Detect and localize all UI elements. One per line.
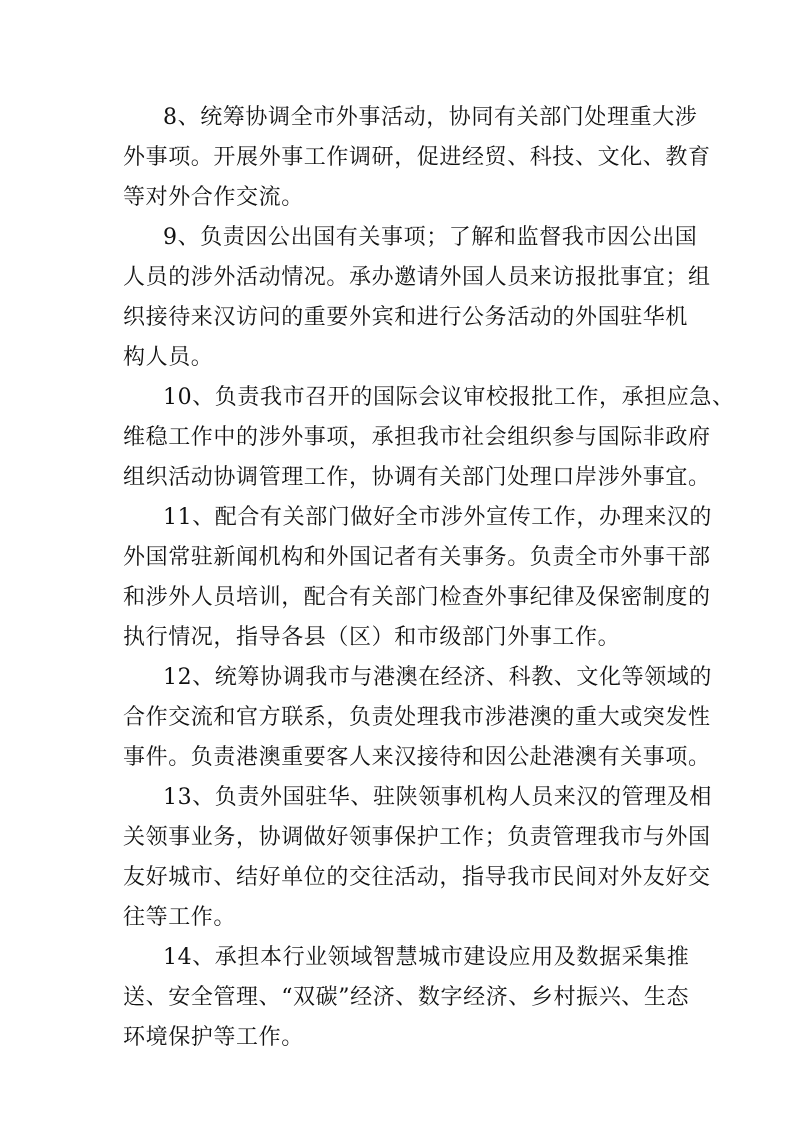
paragraph-12-line-3: 事件。负责港澳重要客人来汉接待和因公赴港澳有关事项。	[123, 745, 711, 770]
paragraph-9-line-4: 构人员。	[123, 345, 214, 370]
paragraph-14-line-1: 14、承担本行业领域智慧城市建设应用及数据采集推	[163, 945, 690, 970]
paragraph-9-line-3: 织接待来汉访问的重要外宾和进行公务活动的外国驻华机	[123, 305, 689, 330]
paragraph-13-line-2: 关领事业务，协调做好领事保护工作；负责管理我市与外国	[123, 825, 711, 850]
paragraph-9-line-2: 人员的涉外活动情况。承办邀请外国人员来访报批事宜；组	[123, 265, 711, 290]
paragraph-11-line-2: 外国常驻新闻机构和外国记者有关事务。负责全市外事干部	[123, 545, 711, 570]
paragraph-12-line-1: 12、统筹协调我市与港澳在经济、科教、文化等领域的	[163, 665, 712, 690]
paragraph-8-line-1: 8、统筹协调全市外事活动，协同有关部门处理重大涉	[163, 105, 698, 130]
paragraph-10-line-2: 维稳工作中的涉外事项，承担我市社会组织参与国际非政府	[123, 425, 711, 450]
paragraph-11-line-1: 11、配合有关部门做好全市涉外宣传工作，办理来汉的	[163, 505, 712, 530]
paragraph-12-line-2: 合作交流和官方联系，负责处理我市涉港澳的重大或突发性	[123, 705, 711, 730]
paragraph-14-line-3: 环境保护等工作。	[123, 1025, 304, 1050]
paragraph-13-line-3: 友好城市、结好单位的交往活动，指导我市民间对外友好交	[123, 865, 711, 890]
paragraph-10-line-3: 组织活动协调管理工作，协调有关部门处理口岸涉外事宜。	[123, 465, 711, 490]
paragraph-14-line-2: 送、安全管理、“双碳”经济、数字经济、乡村振兴、生态	[123, 985, 690, 1010]
paragraph-10-line-1: 10、负责我市召开的国际会议审校报批工作，承担应急、	[163, 385, 735, 410]
paragraph-9-line-1: 9、负责因公出国有关事项；了解和监督我市因公出国	[163, 225, 698, 250]
paragraph-8-line-3: 等对外合作交流。	[123, 185, 304, 210]
paragraph-11-line-4: 执行情况，指导各县（区）和市级部门外事工作。	[123, 625, 621, 650]
paragraph-8-line-2: 外事项。开展外事工作调研，促进经贸、科技、文化、教育	[123, 145, 711, 170]
paragraph-13-line-1: 13、负责外国驻华、驻陕领事机构人员来汉的管理及相	[163, 785, 712, 810]
paragraph-11-line-3: 和涉外人员培训，配合有关部门检查外事纪律及保密制度的	[123, 585, 711, 610]
paragraph-13-line-4: 往等工作。	[123, 905, 237, 930]
